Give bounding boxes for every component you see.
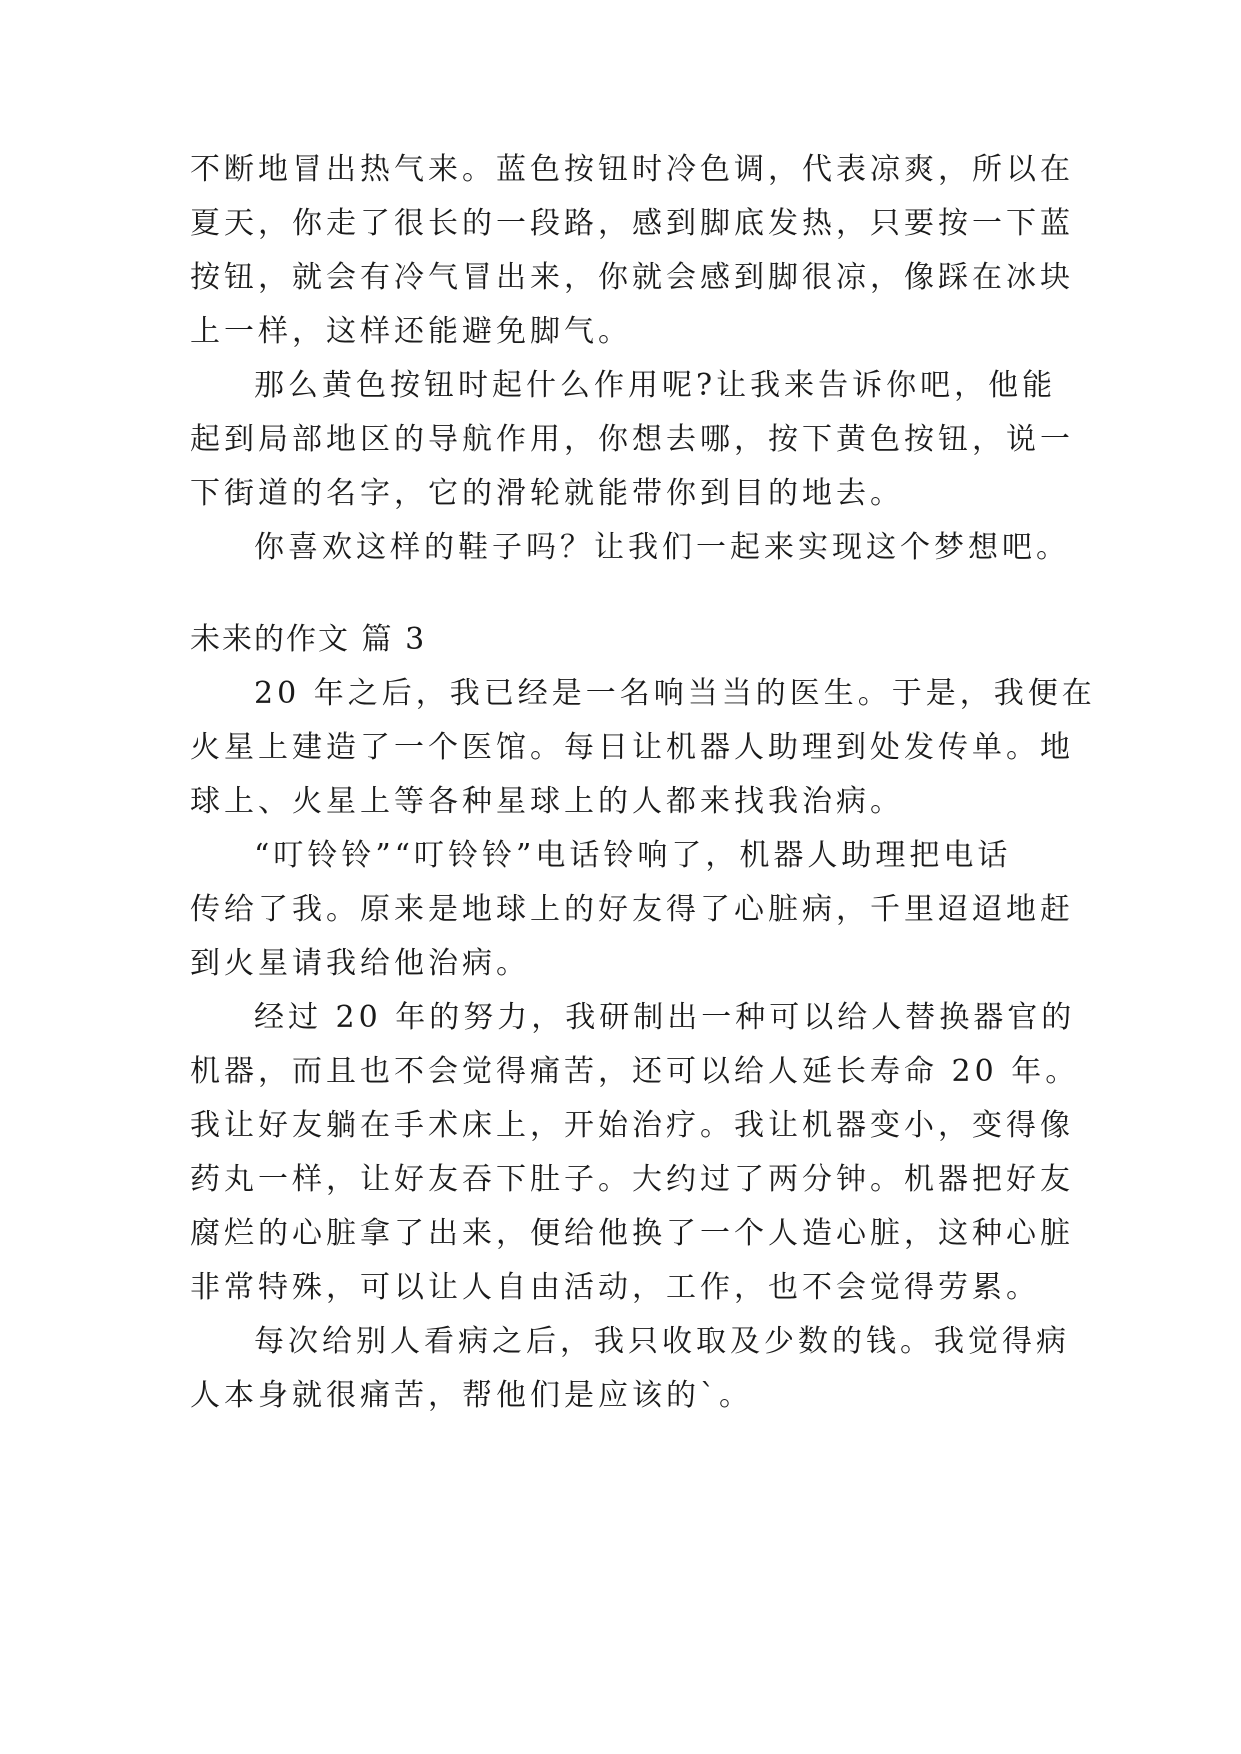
text-line: 机器，而且也不会觉得痛苦，还可以给人延长寿命 20 年。 (190, 1054, 1080, 1089)
text-line: 非常特殊，可以让人自由活动，工作，也不会觉得劳累。 (190, 1270, 1040, 1305)
text-line: 不断地冒出热气来。蓝色按钮时冷色调，代表凉爽，所以在 (190, 152, 1074, 187)
text-line: 人本身就很痛苦，帮他们是应该的`。 (190, 1378, 753, 1413)
text-line: 传给了我。原来是地球上的好友得了心脏病，千里迢迢地赶 (190, 892, 1074, 927)
text-line: 下街道的名字，它的滑轮就能带你到目的地去。 (190, 476, 904, 511)
paragraph-first-line: 经过 20 年的努力，我研制出一种可以给人替换器官的 (254, 1000, 1076, 1035)
text-line: 腐烂的心脏拿了出来，便给他换了一个人造心脏，这种心脏 (190, 1216, 1074, 1251)
text-line: 到火星请我给他治病。 (190, 946, 530, 981)
paragraph-first-line: 你喜欢这样的鞋子吗？让我们一起来实现这个梦想吧。 (254, 530, 1070, 565)
paragraph-first-line: “叮铃铃”“叮铃铃”电话铃响了，机器人助理把电话 (254, 838, 1012, 873)
text-line: 上一样，这样还能避免脚气。 (190, 314, 632, 349)
text-line: 我让好友躺在手术床上，开始治疗。我让机器变小，变得像 (190, 1108, 1074, 1143)
text-line: 起到局部地区的导航作用，你想去哪，按下黄色按钮，说一 (190, 422, 1074, 457)
paragraph-first-line: 那么黄色按钮时起什么作用呢?让我来告诉你吧，他能 (254, 368, 1057, 403)
text-line: 按钮，就会有冷气冒出来，你就会感到脚很凉，像踩在冰块 (190, 260, 1074, 295)
text-line: 火星上建造了一个医馆。每日让机器人助理到处发传单。地 (190, 730, 1074, 765)
text-line: 夏天，你走了很长的一段路，感到脚底发热，只要按一下蓝 (190, 206, 1074, 241)
paragraph-first-line: 20 年之后，我已经是一名响当当的医生。于是，我便在 (254, 676, 1096, 711)
text-line: 球上、火星上等各种星球上的人都来找我治病。 (190, 784, 904, 819)
paragraph-first-line: 每次给别人看病之后，我只收取及少数的钱。我觉得病 (254, 1324, 1070, 1359)
text-line: 药丸一样，让好友吞下肚子。大约过了两分钟。机器把好友 (190, 1162, 1074, 1197)
section-heading: 未来的作文 篇 3 (190, 622, 427, 657)
